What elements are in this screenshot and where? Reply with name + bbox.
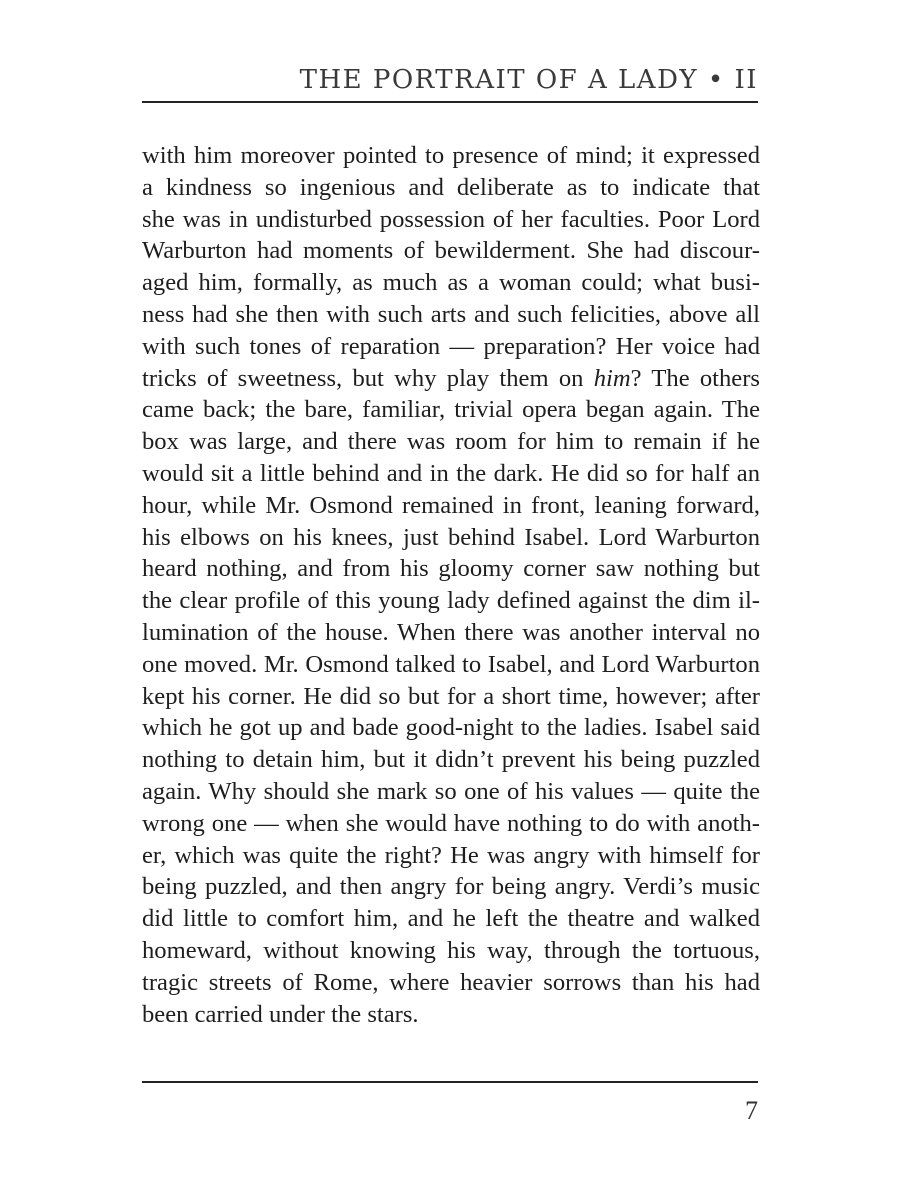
- text-line: Warburton had moments of bewilderment. She had discour-: [142, 237, 760, 265]
- text-line: one moved. Mr. Osmond talked to Isabel, and Lord Warburton: [142, 650, 760, 678]
- text-line: his elbows on his knees, just behind Isabel. Lord Warburton: [142, 523, 760, 551]
- body-text: [142, 140, 760, 1030]
- text-line: with him moreover pointed to presence of mind; it expressed: [142, 142, 760, 169]
- text-line: which he got up and bade good-night to the ladies. Isabel said: [142, 714, 760, 742]
- text-line: did little to comfort him, and he left the theatre and walked: [142, 905, 760, 933]
- text-segment: ? The others: [630, 364, 760, 392]
- text-line: would sit a little behind and in the dark. He did so for half an: [142, 459, 760, 487]
- text-line: ness had she then with such arts and such felicities, above all: [142, 300, 760, 328]
- text-line: came back; the bare, familiar, trivial opera began again. The: [142, 396, 760, 424]
- page-number: 7: [745, 1096, 758, 1125]
- text-line: hour, while Mr. Osmond remained in front, leaning forward,: [142, 491, 760, 519]
- header-rule: [142, 101, 758, 103]
- footer-rule: [142, 1081, 758, 1083]
- text-line: heard nothing, and from his gloomy corner saw nothing but: [142, 555, 760, 583]
- text-line: a kindness so ingenious and deliberate as to indicate that: [142, 173, 760, 201]
- text-line: being puzzled, and then angry for being angry. Verdi’s music: [142, 873, 760, 901]
- text-line: the clear profile of this young lady defined against the dim il-: [142, 587, 760, 615]
- text-line: with such tones of reparation — preparation? Her voice had: [142, 332, 760, 360]
- text-line: she was in undisturbed possession of her faculties. Poor Lord: [142, 205, 760, 233]
- text-line: been carried under the stars.: [142, 1000, 419, 1028]
- text-line: er, which was quite the right? He was angry with himself for: [142, 841, 760, 869]
- text-line: aged him, formally, as much as a woman could; what busi-: [142, 269, 760, 297]
- text-segment: tricks of sweetness, but why play them on: [142, 364, 594, 392]
- text-line: wrong one — when she would have nothing to do with anoth-: [142, 809, 760, 837]
- text-line: nothing to detain him, but it didn’t prevent his being puzzled: [142, 746, 760, 774]
- emphasis-word: him: [593, 364, 631, 392]
- text-line: again. Why should she mark so one of his values — quite the: [142, 777, 760, 805]
- text-line: tragic streets of Rome, where heavier sorrows than his had: [142, 968, 760, 996]
- running-header-title: THE PORTRAIT OF A LADY • II: [299, 65, 758, 95]
- text-line: [142, 363, 760, 395]
- text-line: homeward, without knowing his way, through the tortuous,: [142, 936, 760, 964]
- text-line: box was large, and there was room for him to remain if he: [142, 428, 760, 456]
- text-line: kept his corner. He did so but for a short time, however; after: [142, 682, 760, 710]
- text-line: lumination of the house. When there was another interval no: [142, 618, 760, 646]
